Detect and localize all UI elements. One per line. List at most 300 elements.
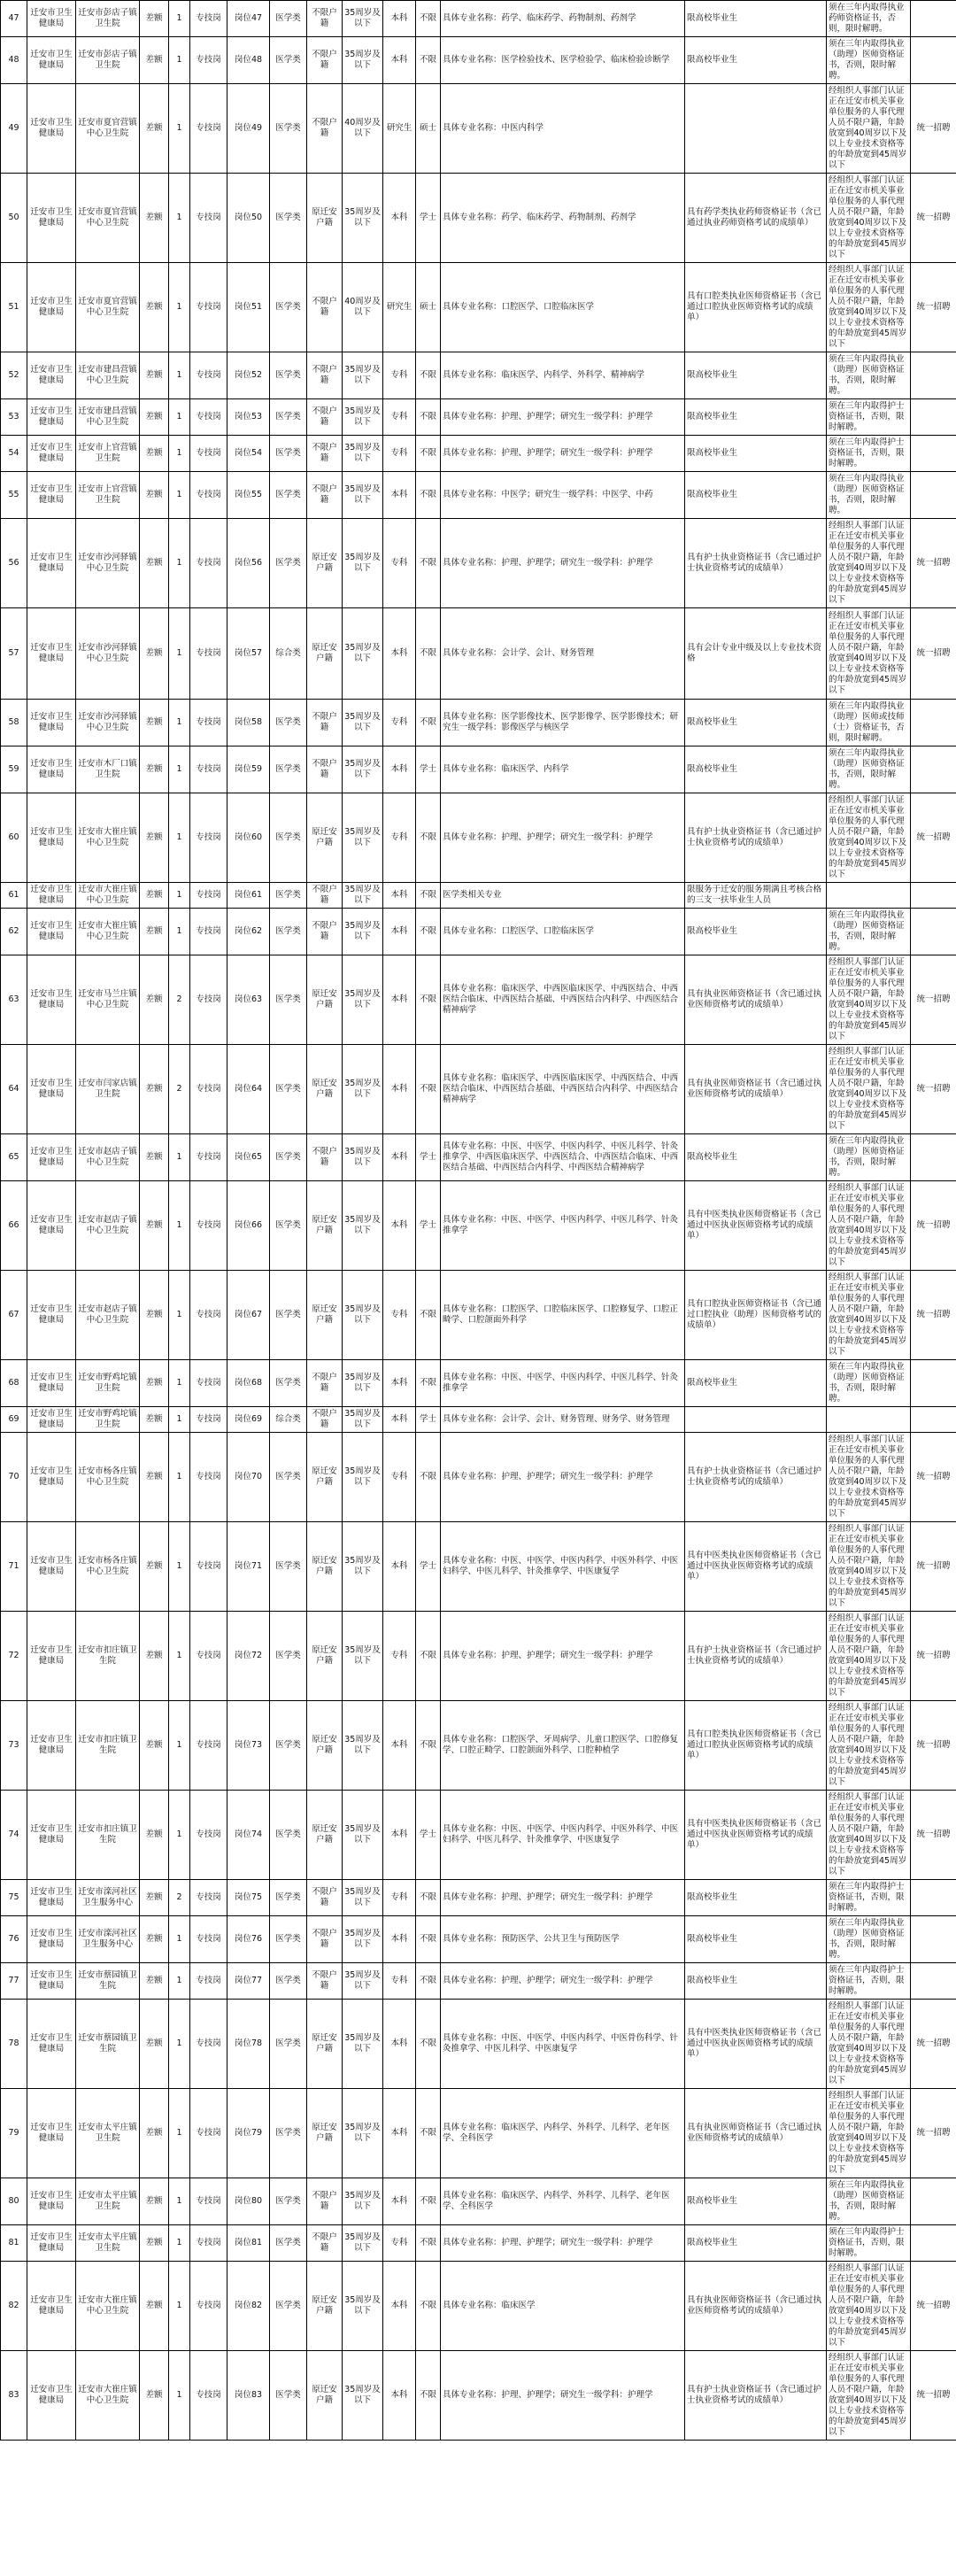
table-cell: 迁安市卫生健康局 <box>27 700 76 746</box>
table-cell <box>911 472 956 519</box>
table-cell: 35周岁及以下 <box>343 1522 383 1612</box>
table-cell: 医学类 <box>270 84 307 174</box>
table-cell: 81 <box>1 2225 27 2262</box>
table-cell: 差额 <box>140 1181 169 1271</box>
table-cell: 62 <box>1 909 27 955</box>
table-cell: 35周岁及以下 <box>343 1880 383 1916</box>
table-cell: 专科 <box>383 399 416 436</box>
table-cell: 须在三年内取得执业（助理）医师资格证书，否则，限时解聘。 <box>827 1360 911 1407</box>
table-cell: 具有口腔类执业医师资格证书（含已通过口腔执业医师资格考试的成绩单） <box>685 1701 827 1791</box>
table-cell: 医学类 <box>270 2262 307 2351</box>
table-cell: 专科 <box>383 1963 416 2000</box>
table-cell: 医学类 <box>270 263 307 352</box>
table-cell: 迁安市沙河驿镇中心卫生院 <box>76 700 140 746</box>
table-cell: 35周岁及以下 <box>343 2351 383 2441</box>
table-row <box>1 2225 956 2262</box>
table-cell: 医学类 <box>270 1880 307 1916</box>
table-cell <box>911 909 956 955</box>
table-cell: 61 <box>1 883 27 909</box>
table-cell: 岗位54 <box>227 436 270 472</box>
table-cell: 35周岁及以下 <box>343 1134 383 1181</box>
table-cell: 医学类相关专业 <box>441 883 685 909</box>
table-cell: 迁安市大崔庄镇中心卫生院 <box>76 2351 140 2441</box>
table-cell: 须在三年内取得护士资格证书，否则，限时解聘。 <box>827 2225 911 2262</box>
table-cell: 医学类 <box>270 793 307 883</box>
table-cell: 原迁安户籍 <box>307 2089 343 2178</box>
table-cell: 本科 <box>383 1701 416 1791</box>
table-cell: 具体专业名称：会计学、会计、财务管理 <box>441 608 685 700</box>
table-cell: 迁安市卫生健康局 <box>27 1181 76 1271</box>
table-cell: 具体专业名称：中医、中医学、中医内科学、中医儿科学、针灸推拿学、中西医临床医学、中西医结合、中西医结合临床、中西医结合基础、中西医结合内科学、中西医结合精神病学 <box>441 1134 685 1181</box>
table-cell: 差额 <box>140 2262 169 2351</box>
table-cell: 经组织人事部门认证正在迁安市机关事业单位服务的人事代理人员不限户籍，年龄放宽到40周岁以下及以上专业技术资格等的年龄放宽到45周岁以下 <box>827 793 911 883</box>
table-cell: 不限 <box>416 37 441 84</box>
table-cell: 35周岁及以下 <box>343 37 383 84</box>
table-cell: 差额 <box>140 909 169 955</box>
table-cell: 统一招聘 <box>911 2000 956 2089</box>
table-cell: 迁安市彭店子镇卫生院 <box>76 37 140 84</box>
table-cell: 差额 <box>140 1045 169 1134</box>
table-cell: 限高校毕业生 <box>685 399 827 436</box>
table-cell: 56 <box>1 519 27 608</box>
table-cell: 66 <box>1 1181 27 1271</box>
table-cell: 须在三年内取得执业（助理）医师资格证书，否则，限时解聘。 <box>827 909 911 955</box>
table-cell: 具有执业医师资格证书（含已通过执业医师资格考试的成绩单） <box>685 1045 827 1134</box>
table-cell: 不限户籍 <box>307 263 343 352</box>
table-cell: 专技岗 <box>190 1963 227 2000</box>
table-cell <box>911 37 956 84</box>
table-cell: 迁安市卫生健康局 <box>27 174 76 263</box>
table-row <box>1 1522 956 1612</box>
table-cell: 限高校毕业生 <box>685 1 827 37</box>
table-cell: 统一招聘 <box>911 1181 956 1271</box>
table-cell: 65 <box>1 1134 27 1181</box>
table-row <box>1 472 956 519</box>
table-cell: 岗位73 <box>227 1701 270 1791</box>
table-cell: 专技岗 <box>190 1271 227 1360</box>
table-cell: 不限户籍 <box>307 746 343 793</box>
table-cell: 原迁安户籍 <box>307 1271 343 1360</box>
table-cell: 统一招聘 <box>911 1791 956 1880</box>
table-cell: 具有中医类执业医师资格证书（含已通过中医执业医师资格考试的成绩单） <box>685 1181 827 1271</box>
table-cell: 差额 <box>140 1963 169 2000</box>
table-cell: 不限 <box>416 1045 441 1134</box>
table-cell: 具体专业名称：临床医学 <box>441 2262 685 2351</box>
table-cell: 须在三年内取得执业（助理）医师资格证书，否则，限时解聘。 <box>827 1916 911 1963</box>
table-cell: 限高校毕业生 <box>685 909 827 955</box>
table-cell: 统一招聘 <box>911 84 956 174</box>
table-cell: 35周岁及以下 <box>343 472 383 519</box>
table-row <box>1 1963 956 2000</box>
table-cell: 专技岗 <box>190 2225 227 2262</box>
table-cell: 迁安市扣庄镇卫生院 <box>76 1791 140 1880</box>
table-cell: 2 <box>169 1880 190 1916</box>
table-cell: 岗位64 <box>227 1045 270 1134</box>
table-cell: 迁安市卫生健康局 <box>27 2225 76 2262</box>
table-cell: 1 <box>169 2225 190 2262</box>
table-cell <box>911 1 956 37</box>
table-row <box>1 174 956 263</box>
table-cell: 岗位69 <box>227 1407 270 1433</box>
table-cell: 须在三年内取得护士资格证书，否则，限时解聘。 <box>827 399 911 436</box>
table-row <box>1 1360 956 1407</box>
table-cell: 须在三年内取得护士资格证书，否则，限时解聘。 <box>827 1880 911 1916</box>
table-cell: 1 <box>169 1963 190 2000</box>
table-cell: 1 <box>169 2262 190 2351</box>
table-cell: 49 <box>1 84 27 174</box>
table-cell <box>911 1407 956 1433</box>
table-cell: 迁安市扣庄镇卫生院 <box>76 1701 140 1791</box>
table-cell: 专技岗 <box>190 174 227 263</box>
table-cell: 医学类 <box>270 1612 307 1701</box>
table-cell: 岗位72 <box>227 1612 270 1701</box>
table-cell: 不限户籍 <box>307 1407 343 1433</box>
table-cell: 35周岁及以下 <box>343 1791 383 1880</box>
table-cell: 岗位53 <box>227 399 270 436</box>
table-cell: 医学类 <box>270 2089 307 2178</box>
table-cell: 原迁安户籍 <box>307 955 343 1045</box>
table-cell: 不限户籍 <box>307 352 343 399</box>
table-cell: 医学类 <box>270 909 307 955</box>
table-cell: 不限 <box>416 955 441 1045</box>
table-row <box>1 1181 956 1271</box>
table-cell: 79 <box>1 2089 27 2178</box>
table-cell: 须在三年内取得护士资格证书，否则，限时解聘。 <box>827 1963 911 2000</box>
table-cell: 综合类 <box>270 608 307 700</box>
table-cell: 经组织人事部门认证正在迁安市机关事业单位服务的人事代理人员不限户籍，年龄放宽到40周岁以下及以上专业技术资格等的年龄放宽到45周岁以下 <box>827 1522 911 1612</box>
table-cell: 岗位59 <box>227 746 270 793</box>
table-cell: 专技岗 <box>190 746 227 793</box>
table-cell: 专技岗 <box>190 263 227 352</box>
table-cell: 迁安市滦河社区卫生服务中心 <box>76 1880 140 1916</box>
table-cell: 1 <box>169 883 190 909</box>
table-cell: 不限 <box>416 1880 441 1916</box>
table-cell: 35周岁及以下 <box>343 352 383 399</box>
table-cell: 专科 <box>383 352 416 399</box>
table-cell: 差额 <box>140 746 169 793</box>
table-cell: 具体专业名称：口腔医学、牙周病学、儿童口腔医学、口腔修复学、口腔正畸学、口腔颌面外科学、口腔种植学 <box>441 1701 685 1791</box>
table-cell: 35周岁及以下 <box>343 2225 383 2262</box>
table-row <box>1 909 956 955</box>
table-cell: 经组织人事部门认证正在迁安市机关事业单位服务的人事代理人员不限户籍，年龄放宽到40周岁以下及以上专业技术资格等的年龄放宽到45周岁以下 <box>827 1701 911 1791</box>
table-cell: 岗位52 <box>227 352 270 399</box>
table-cell: 迁安市赵店子镇中心卫生院 <box>76 1271 140 1360</box>
table-cell: 迁安市沙河驿镇中心卫生院 <box>76 519 140 608</box>
table-cell: 医学类 <box>270 1 307 37</box>
table-cell: 差额 <box>140 1916 169 1963</box>
table-cell: 经组织人事部门认证正在迁安市机关事业单位服务的人事代理人员不限户籍，年龄放宽到40周岁以下及以上专业技术资格等的年龄放宽到45周岁以下 <box>827 1433 911 1522</box>
table-cell: 迁安市卫生健康局 <box>27 793 76 883</box>
table-cell: 迁安市卫生健康局 <box>27 2178 76 2225</box>
table-cell: 专技岗 <box>190 1134 227 1181</box>
table-cell: 具有口腔类执业医师资格证书（含已通过口腔执业医师资格考试的成绩单） <box>685 263 827 352</box>
table-cell: 本科 <box>383 37 416 84</box>
table-cell: 医学类 <box>270 2178 307 2225</box>
table-cell: 35周岁及以下 <box>343 1181 383 1271</box>
table-cell: 迁安市夏官营镇中心卫生院 <box>76 174 140 263</box>
table-cell: 原迁安户籍 <box>307 1181 343 1271</box>
table-cell: 具体专业名称：临床医学、内科学 <box>441 746 685 793</box>
table-cell: 岗位67 <box>227 1271 270 1360</box>
table-cell: 1 <box>169 700 190 746</box>
table-cell: 岗位75 <box>227 1880 270 1916</box>
table-cell: 具体专业名称：口腔医学、口腔临床医学、口腔修复学、口腔正畸学、口腔颌面外科学 <box>441 1271 685 1360</box>
table-cell: 统一招聘 <box>911 2262 956 2351</box>
table-cell: 不限户籍 <box>307 436 343 472</box>
table-cell: 原迁安户籍 <box>307 793 343 883</box>
table-cell <box>911 1963 956 2000</box>
table-cell: 迁安市卫生健康局 <box>27 2351 76 2441</box>
table-cell: 专科 <box>383 1433 416 1522</box>
table-cell: 统一招聘 <box>911 263 956 352</box>
table-cell: 不限户籍 <box>307 84 343 174</box>
table-cell: 岗位80 <box>227 2178 270 2225</box>
table-cell: 迁安市卫生健康局 <box>27 84 76 174</box>
table-cell: 迁安市沙河驿镇中心卫生院 <box>76 608 140 700</box>
table-cell: 不限 <box>416 1433 441 1522</box>
table-cell: 学士 <box>416 746 441 793</box>
table-cell: 具体专业名称：护理、护理学；研究生一级学科：护理学 <box>441 1880 685 1916</box>
table-cell: 不限 <box>416 1963 441 2000</box>
table-cell: 1 <box>169 174 190 263</box>
table-cell: 岗位63 <box>227 955 270 1045</box>
table-cell: 35周岁及以下 <box>343 1360 383 1407</box>
table-cell: 不限 <box>416 883 441 909</box>
table-cell: 1 <box>169 436 190 472</box>
table-cell: 迁安市卫生健康局 <box>27 608 76 700</box>
table-cell: 具有中医类执业医师资格证书（含已通过中医执业医师资格考试的成绩单） <box>685 1791 827 1880</box>
table-cell: 具体专业名称：护理、护理学；研究生一级学科：护理学 <box>441 2351 685 2441</box>
table-cell: 不限 <box>416 2000 441 2089</box>
table-cell: 专技岗 <box>190 2351 227 2441</box>
table-cell: 74 <box>1 1791 27 1880</box>
table-cell: 迁安市野鸡坨镇卫生院 <box>76 1360 140 1407</box>
table-cell: 具体专业名称：中医、中医学、中医内科学、中医外科学、中医妇科学、中医儿科学、针灸推拿学、中医康复学 <box>441 1791 685 1880</box>
table-row <box>1 2178 956 2225</box>
table-cell: 迁安市卫生健康局 <box>27 955 76 1045</box>
table-cell: 迁安市卫生健康局 <box>27 1134 76 1181</box>
table-cell: 不限 <box>416 1360 441 1407</box>
table-cell: 不限户籍 <box>307 700 343 746</box>
table-row <box>1 1 956 37</box>
table-cell: 本科 <box>383 1522 416 1612</box>
table-cell: 岗位76 <box>227 1916 270 1963</box>
table-cell: 58 <box>1 700 27 746</box>
table-cell: 1 <box>169 1612 190 1701</box>
table-cell: 专科 <box>383 2225 416 2262</box>
table-cell: 专技岗 <box>190 436 227 472</box>
table-cell: 迁安市太平庄镇卫生院 <box>76 2089 140 2178</box>
table-cell: 须在三年内取得执业药师资格证书，否则，限时解聘。 <box>827 1 911 37</box>
table-cell: 1 <box>169 1916 190 1963</box>
table-cell: 专科 <box>383 1271 416 1360</box>
table-cell: 40周岁及以下 <box>343 84 383 174</box>
table-cell: 47 <box>1 1 27 37</box>
table-cell: 限高校毕业生 <box>685 352 827 399</box>
table-cell: 1 <box>169 1701 190 1791</box>
table-cell: 医学类 <box>270 746 307 793</box>
table-cell: 不限 <box>416 793 441 883</box>
table-cell: 迁安市大崔庄镇中心卫生院 <box>76 909 140 955</box>
table-cell: 迁安市卫生健康局 <box>27 883 76 909</box>
table-cell: 53 <box>1 399 27 436</box>
table-cell: 原迁安户籍 <box>307 1701 343 1791</box>
table-cell: 医学类 <box>270 1360 307 1407</box>
table-cell: 具体专业名称：护理、护理学；研究生一级学科：护理学 <box>441 2225 685 2262</box>
table-cell: 具体专业名称：护理、护理学；研究生一级学科：护理学 <box>441 793 685 883</box>
table-cell: 迁安市扣庄镇卫生院 <box>76 1612 140 1701</box>
table-cell: 具有中医类执业医师资格证书（含已通过中医执业医师资格考试的成绩单） <box>685 1522 827 1612</box>
table-cell: 不限户籍 <box>307 472 343 519</box>
table-cell: 本科 <box>383 1791 416 1880</box>
table-row <box>1 1880 956 1916</box>
table-cell: 具有执业医师资格证书（含已通过执业医师资格考试的成绩单） <box>685 955 827 1045</box>
table-cell: 64 <box>1 1045 27 1134</box>
table-cell: 35周岁及以下 <box>343 955 383 1045</box>
table-cell: 岗位48 <box>227 37 270 84</box>
table-cell: 不限户籍 <box>307 2225 343 2262</box>
table-cell: 本科 <box>383 2089 416 2178</box>
table-cell: 本科 <box>383 746 416 793</box>
table-row <box>1 519 956 608</box>
table-cell: 35周岁及以下 <box>343 2178 383 2225</box>
table-cell: 岗位79 <box>227 2089 270 2178</box>
table-cell: 迁安市大崔庄镇中心卫生院 <box>76 883 140 909</box>
table-cell: 具体专业名称：药学、临床药学、药物制剂、药剂学 <box>441 1 685 37</box>
table-cell: 经组织人事部门认证正在迁安市机关事业单位服务的人事代理人员不限户籍，年龄放宽到40周岁以下及以上专业技术资格等的年龄放宽到45周岁以下 <box>827 955 911 1045</box>
table-cell: 专技岗 <box>190 909 227 955</box>
table-cell: 专技岗 <box>190 1407 227 1433</box>
table-row <box>1 399 956 436</box>
table-cell: 35周岁及以下 <box>343 2262 383 2351</box>
table-cell: 差额 <box>140 1134 169 1181</box>
table-cell: 迁安市马兰庄镇中心卫生院 <box>76 955 140 1045</box>
table-cell: 60 <box>1 793 27 883</box>
table-cell: 差额 <box>140 1 169 37</box>
table-cell: 迁安市上官营镇卫生院 <box>76 436 140 472</box>
table-cell <box>911 1360 956 1407</box>
table-cell: 医学类 <box>270 436 307 472</box>
table-cell: 59 <box>1 746 27 793</box>
table-cell: 统一招聘 <box>911 1701 956 1791</box>
table-cell: 专技岗 <box>190 1045 227 1134</box>
table-cell: 医学类 <box>270 1963 307 2000</box>
table-cell: 迁安市赵店子镇中心卫生院 <box>76 1134 140 1181</box>
table-cell: 35周岁及以下 <box>343 909 383 955</box>
table-cell: 迁安市野鸡坨镇卫生院 <box>76 1407 140 1433</box>
table-cell: 医学类 <box>270 2000 307 2089</box>
table-cell <box>685 84 827 174</box>
table-cell: 经组织人事部门认证正在迁安市机关事业单位服务的人事代理人员不限户籍，年龄放宽到40周岁以下及以上专业技术资格等的年龄放宽到45周岁以下 <box>827 84 911 174</box>
table-row <box>1 1134 956 1181</box>
table-cell: 1 <box>169 1 190 37</box>
table-cell: 专科 <box>383 1880 416 1916</box>
table-cell: 迁安市卫生健康局 <box>27 1433 76 1522</box>
table-cell: 统一招聘 <box>911 1612 956 1701</box>
table-cell: 本科 <box>383 2178 416 2225</box>
table-cell: 本科 <box>383 2000 416 2089</box>
table-cell: 原迁安户籍 <box>307 2351 343 2441</box>
table-cell: 具体专业名称：中医、中医学、中医内科学、中医骨伤科学、针灸推拿学、中医儿科学、中医康复学 <box>441 2000 685 2089</box>
table-cell: 统一招聘 <box>911 2089 956 2178</box>
table-cell: 岗位60 <box>227 793 270 883</box>
table-cell: 经组织人事部门认证正在迁安市机关事业单位服务的人事代理人员不限户籍，年龄放宽到40周岁以下及以上专业技术资格等的年龄放宽到45周岁以下 <box>827 2262 911 2351</box>
table-cell: 1 <box>169 84 190 174</box>
table-cell: 40周岁及以下 <box>343 263 383 352</box>
table-cell: 69 <box>1 1407 27 1433</box>
table-cell: 本科 <box>383 955 416 1045</box>
table-row <box>1 2351 956 2441</box>
table-cell: 具有护士执业资格证书（含已通过护士执业资格考试的成绩单） <box>685 1612 827 1701</box>
table-cell: 经组织人事部门认证正在迁安市机关事业单位服务的人事代理人员不限户籍，年龄放宽到40周岁以下及以上专业技术资格等的年龄放宽到45周岁以下 <box>827 1271 911 1360</box>
table-cell: 原迁安户籍 <box>307 1612 343 1701</box>
table-cell: 具体专业名称：中医学；研究生一级学科：中医学、中药 <box>441 472 685 519</box>
table-cell: 岗位66 <box>227 1181 270 1271</box>
table-cell <box>911 746 956 793</box>
table-cell: 经组织人事部门认证正在迁安市机关事业单位服务的人事代理人员不限户籍，年龄放宽到40周岁以下及以上专业技术资格等的年龄放宽到45周岁以下 <box>827 174 911 263</box>
table-cell: 限高校毕业生 <box>685 37 827 84</box>
table-cell: 1 <box>169 608 190 700</box>
table-cell: 硕士 <box>416 263 441 352</box>
table-cell: 不限 <box>416 2351 441 2441</box>
table-cell: 57 <box>1 608 27 700</box>
table-cell: 本科 <box>383 883 416 909</box>
table-cell: 专科 <box>383 793 416 883</box>
table-cell: 52 <box>1 352 27 399</box>
table-cell: 不限户籍 <box>307 1 343 37</box>
table-cell: 48 <box>1 37 27 84</box>
table-row <box>1 608 956 700</box>
table-cell: 具有护士执业资格证书（含已通过护士执业资格考试的成绩单） <box>685 519 827 608</box>
table-cell: 35周岁及以下 <box>343 1701 383 1791</box>
table-cell: 1 <box>169 2089 190 2178</box>
table-cell: 医学类 <box>270 2351 307 2441</box>
table-cell: 不限户籍 <box>307 37 343 84</box>
table-cell: 岗位56 <box>227 519 270 608</box>
table-cell: 本科 <box>383 1045 416 1134</box>
table-row <box>1 746 956 793</box>
table-cell: 专技岗 <box>190 2178 227 2225</box>
table-cell: 医学类 <box>270 1791 307 1880</box>
table-cell: 75 <box>1 1880 27 1916</box>
table-cell: 专技岗 <box>190 1360 227 1407</box>
table-row <box>1 37 956 84</box>
table-cell: 统一招聘 <box>911 2351 956 2441</box>
table-cell: 限高校毕业生 <box>685 1963 827 2000</box>
table-cell: 80 <box>1 2178 27 2225</box>
table-cell: 统一招聘 <box>911 519 956 608</box>
table-cell: 83 <box>1 2351 27 2441</box>
table-cell: 限高校毕业生 <box>685 1134 827 1181</box>
table-cell: 51 <box>1 263 27 352</box>
table-cell: 统一招聘 <box>911 1271 956 1360</box>
table-cell: 专技岗 <box>190 1522 227 1612</box>
table-cell: 迁安市卫生健康局 <box>27 1 76 37</box>
table-cell: 学士 <box>416 1407 441 1433</box>
table-cell: 经组织人事部门认证正在迁安市机关事业单位服务的人事代理人员不限户籍，年龄放宽到40周岁以下及以上专业技术资格等的年龄放宽到45周岁以下 <box>827 263 911 352</box>
table-cell: 1 <box>169 2178 190 2225</box>
table-cell: 医学类 <box>270 472 307 519</box>
table-cell: 原迁安户籍 <box>307 174 343 263</box>
table-cell: 原迁安户籍 <box>307 1522 343 1612</box>
table-cell <box>911 2178 956 2225</box>
table-cell: 医学类 <box>270 174 307 263</box>
table-cell: 岗位55 <box>227 472 270 519</box>
table-cell: 差额 <box>140 519 169 608</box>
table-row <box>1 955 956 1045</box>
table-row <box>1 1433 956 1522</box>
table-cell: 具体专业名称：中医、中医学、中医内科学、中医儿科学、针灸推拿学 <box>441 1181 685 1271</box>
